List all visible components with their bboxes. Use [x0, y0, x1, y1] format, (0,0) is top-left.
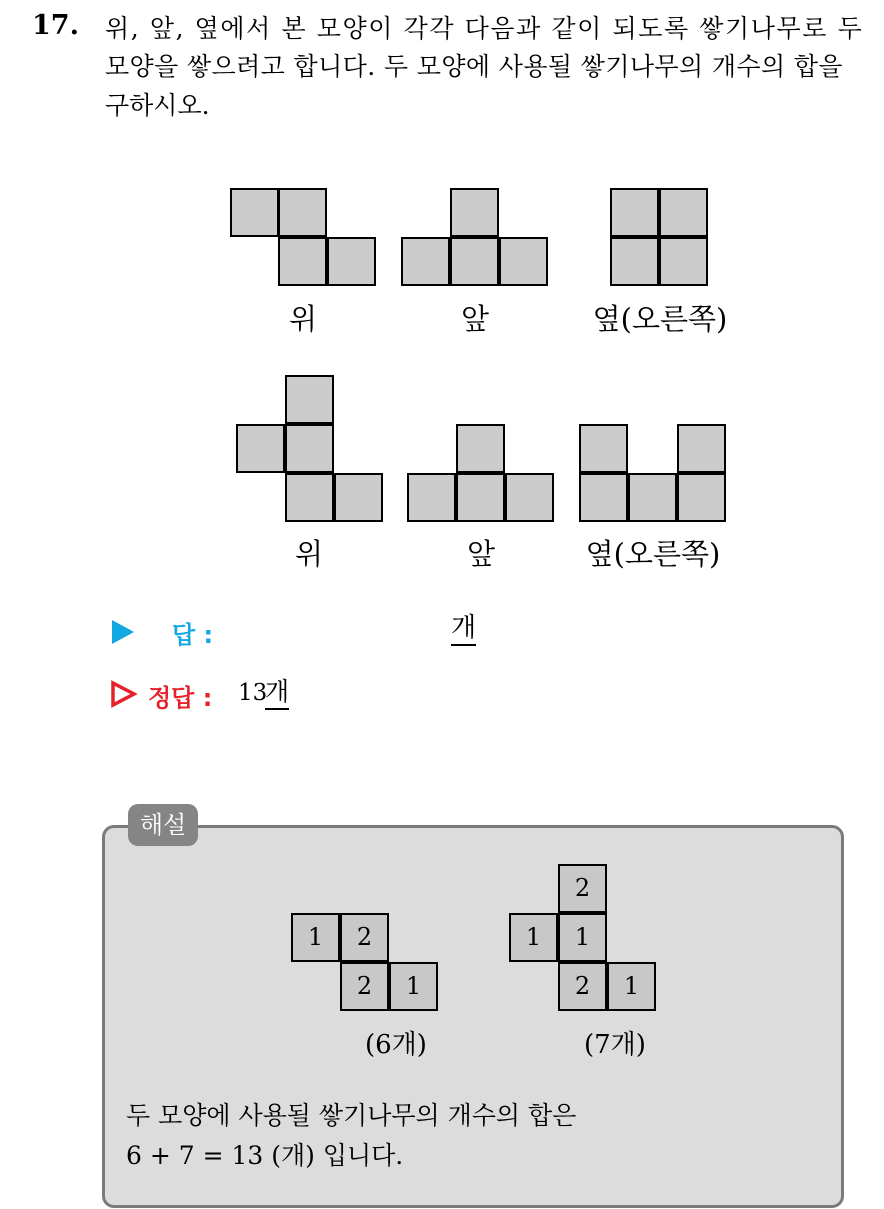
- cube-cell: [610, 188, 659, 237]
- explanation-line-1: 두 모양에 사용될 쌓기나무의 개수의 합은: [126, 1101, 577, 1130]
- cube-cell: [579, 424, 628, 473]
- cube-cell: [677, 473, 726, 522]
- view-label-top-1: 위: [288, 302, 317, 336]
- view-label-side-2: 옆(오른쪽): [585, 537, 721, 571]
- explanation-line-2: 6 + 7 = 13 (개) 입니다.: [126, 1141, 404, 1170]
- cube-cell: [505, 473, 554, 522]
- correct-arrow-icon: [110, 680, 138, 708]
- shape1-total: (6개): [365, 1030, 427, 1060]
- question-line-1: 위, 앞, 옆에서 본 모양이 각각 다음과 같이 되도록 쌓기나무로 두: [105, 14, 864, 43]
- count-cell: 1: [509, 913, 558, 962]
- count-cell: 1: [558, 913, 607, 962]
- question-text: [105, 10, 865, 86]
- shape2-total: (7개): [584, 1030, 646, 1060]
- cube-cell: [278, 237, 327, 286]
- cube-cell: [285, 424, 334, 473]
- view-label-front-2: 앞: [466, 537, 495, 571]
- cube-cell: [499, 237, 548, 286]
- cube-cell: [285, 375, 334, 424]
- cube-cell: [677, 424, 726, 473]
- cube-cell: [230, 188, 279, 237]
- cube-cell: [401, 237, 450, 286]
- cube-cell: [407, 473, 456, 522]
- cube-cell: [278, 188, 327, 237]
- cube-cell: [450, 237, 499, 286]
- cube-cell: [327, 237, 376, 286]
- count-cell: 1: [607, 962, 656, 1011]
- cube-cell: [236, 424, 285, 473]
- cube-cell: [628, 473, 677, 522]
- view-label-top-2: 위: [294, 537, 323, 571]
- count-cell: 1: [389, 962, 438, 1011]
- answer-unit[interactable]: 개: [451, 612, 476, 646]
- count-cell: 1: [291, 913, 340, 962]
- cube-cell: [334, 473, 383, 522]
- cube-cell: [659, 237, 708, 286]
- cube-cell: [659, 188, 708, 237]
- correct-value: 13: [238, 680, 268, 706]
- view-label-side-1: 옆(오른쪽): [592, 302, 728, 336]
- cube-cell: [285, 473, 334, 522]
- cube-cell: [450, 188, 499, 237]
- question-number: 17.: [32, 10, 79, 41]
- view-label-front-1: 앞: [460, 302, 489, 336]
- correct-unit: 개: [265, 676, 289, 710]
- solution-tag: 해설: [128, 804, 198, 846]
- cube-cell: [456, 424, 505, 473]
- answer-arrow-icon: [112, 620, 134, 644]
- cube-cell: [610, 237, 659, 286]
- cube-cell: [579, 473, 628, 522]
- count-cell: 2: [558, 864, 607, 913]
- count-cell: 2: [340, 913, 389, 962]
- correct-label: 정답 :: [148, 684, 213, 712]
- question-line-2: 모양을 쌓으려고 합니다. 두 모양에 사용될 쌓기나무의 개수의 합을: [105, 52, 843, 81]
- cube-cell: [456, 473, 505, 522]
- question-line-3: 구하시오.: [105, 91, 210, 120]
- answer-label: 답 :: [172, 621, 214, 649]
- count-cell: 2: [558, 962, 607, 1011]
- count-cell: 2: [340, 962, 389, 1011]
